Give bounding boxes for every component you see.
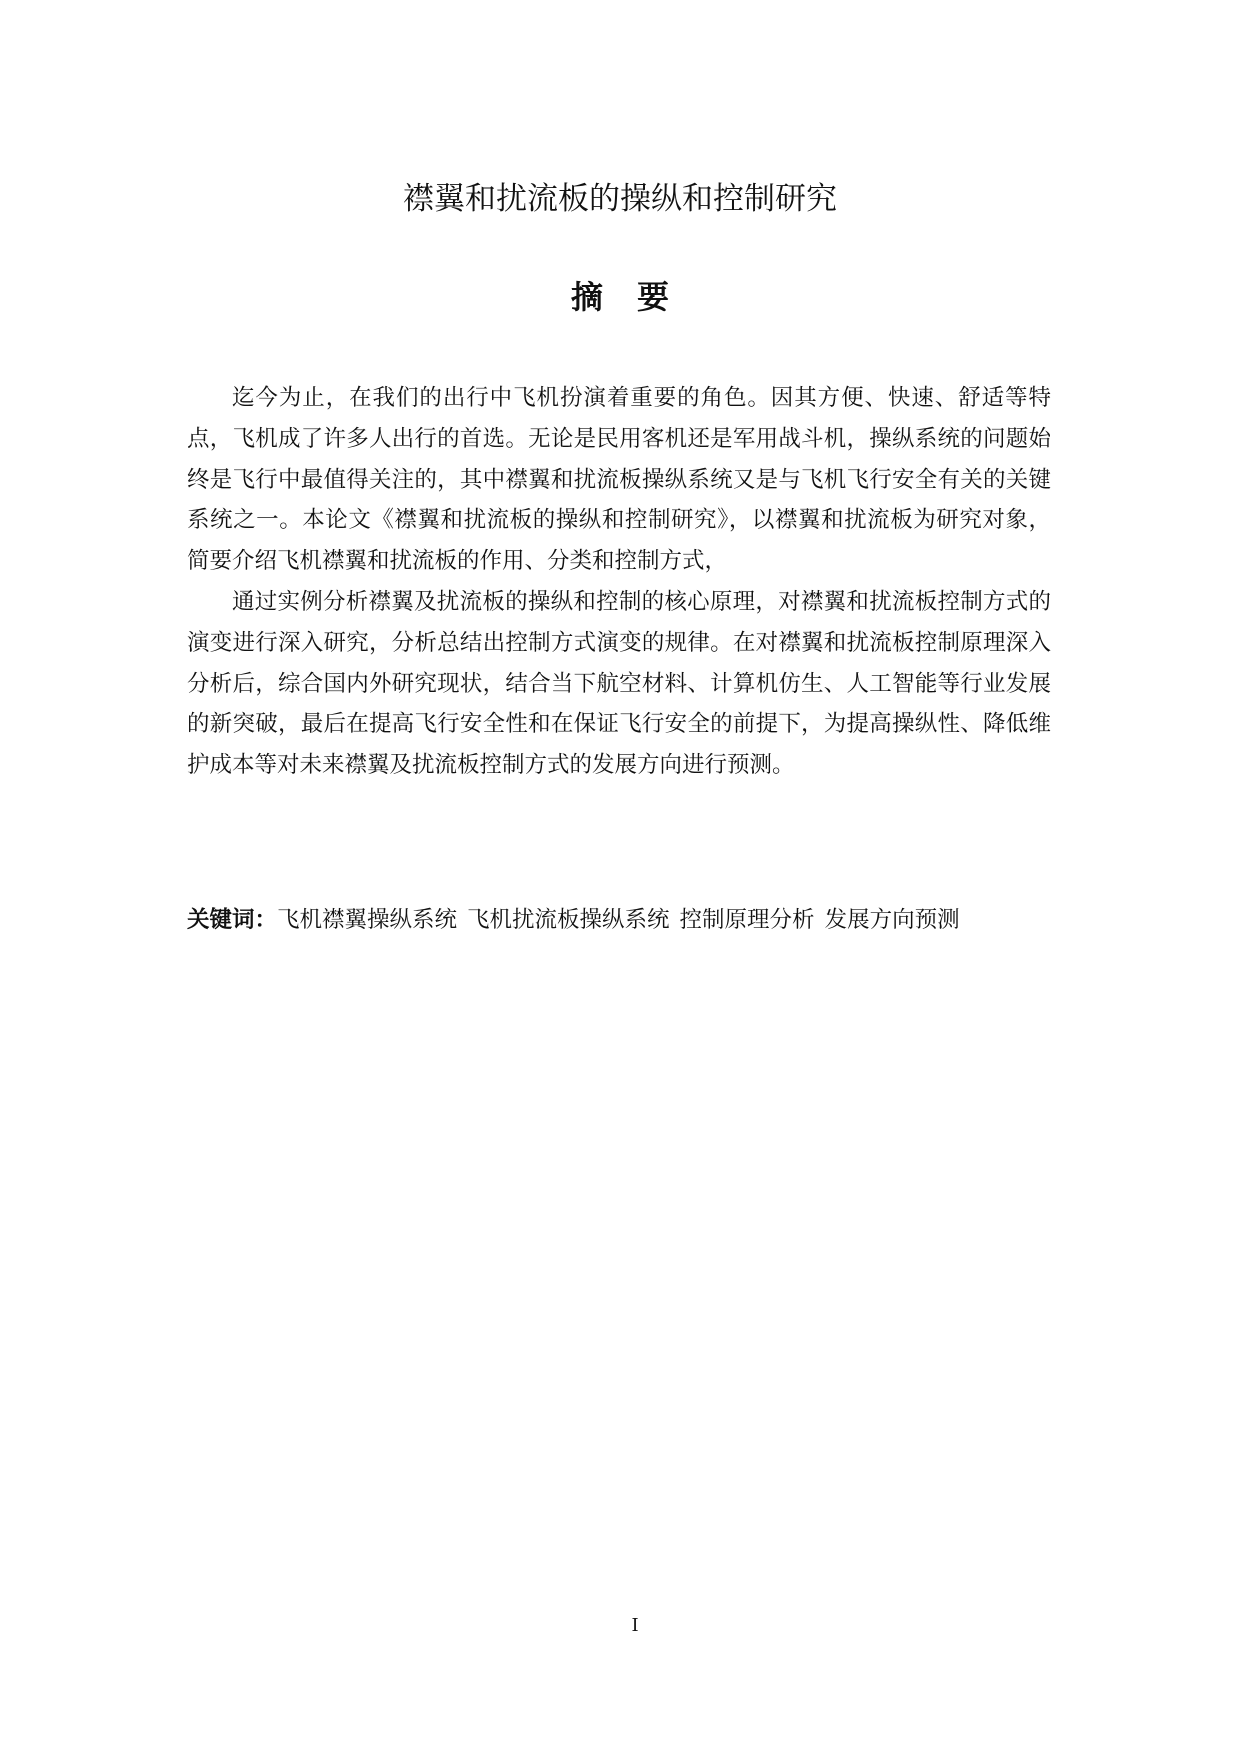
abstract-body [187,378,1051,786]
keyword-item: 飞机襟翼操纵系统 [277,907,458,933]
keyword-item: 发展方向预测 [824,907,960,933]
abstract-paragraph-2: 通过实例分析襟翼及扰流板的操纵和控制的核心原理，对襟翼和扰流板控制方式的演变进行深入研究，分析总结出控制方式演变的规律。在对襟翼和扰流板控制原理深入分析后，综合国内外研究现状，结合当下航空材料、计算机仿生、人工智能等行业发展的新突破，最后在提高飞行安全性和在保证飞行安全的前提下，为提高操纵性、降低维护成本等对未来襟翼及扰流板控制方式的发展方向进行预测。 [187,588,1051,779]
keywords-line [187,900,1067,940]
keywords-label: 关键词： [187,907,278,933]
keyword-item: 飞机扰流板操纵系统 [467,907,670,933]
keyword-item: 控制原理分析 [679,907,815,933]
page-number: I [631,1615,639,1636]
abstract-heading-second-char: 要 [637,278,670,316]
abstract-paragraph-1: 迄今为止，在我们的出行中飞机扮演着重要的角色。因其方便、快速、舒适等特点，飞机成了许多人出行的首选。无论是民用客机还是军用战斗机，操纵系统的问题始终是飞行中最值得关注的，其中襟翼和扰流板操纵系统又是与飞机飞行安全有关的关键系统之一。本论文《襟翼和扰流板的操纵和控制研究》，以襟翼和扰流板为研究对象，简要介绍飞机襟翼和扰流板的作用、分类和控制方式， [187,385,1051,575]
abstract-heading [0,274,1240,320]
abstract-heading-first-char: 摘 [570,278,603,316]
page-title: 襟翼和扰流板的操纵和控制研究 [403,181,837,217]
